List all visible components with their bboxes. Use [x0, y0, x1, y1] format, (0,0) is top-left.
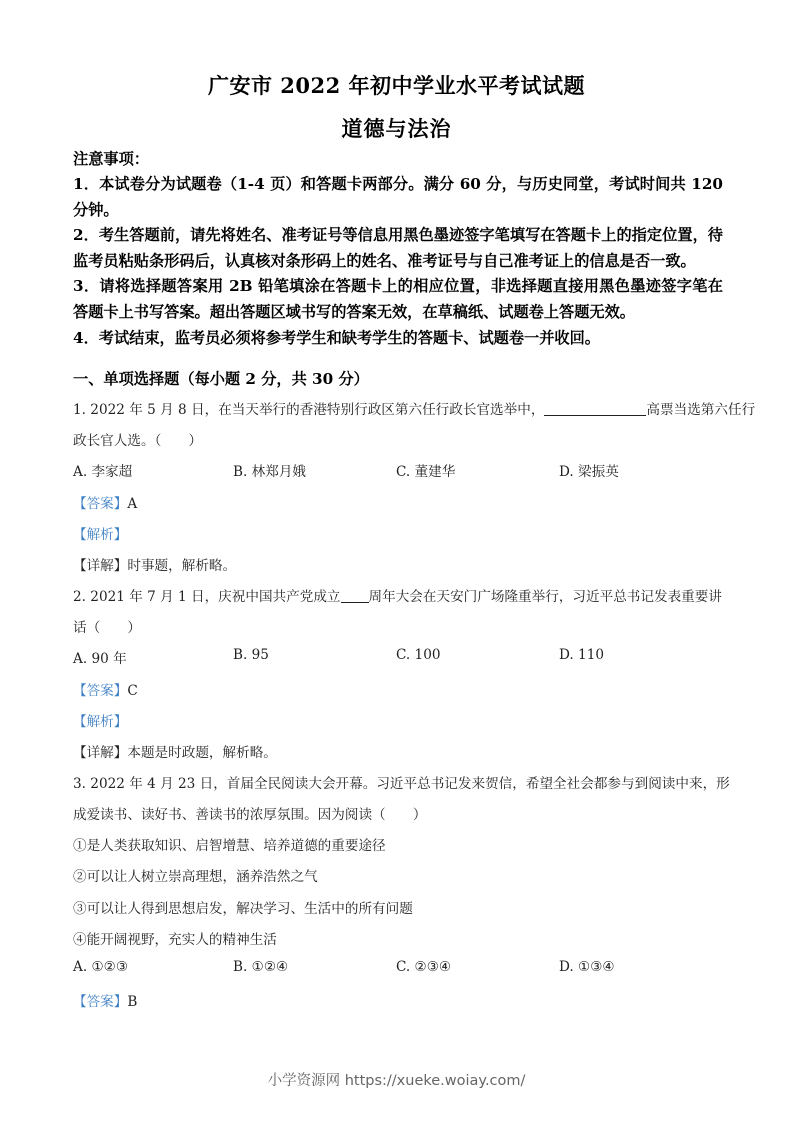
exam-title: 广安市 2022 年初中学业水平考试试题	[207, 73, 586, 98]
answer-label: 【答案】	[73, 496, 128, 512]
section-heading: 一、单项选择题（每小题 2 分，共 30 分）	[73, 370, 369, 388]
answer-value: B	[127, 994, 138, 1010]
detail-line: 【详解】时事题，解析略。	[73, 558, 237, 574]
answer-line	[73, 990, 137, 1010]
option-b: B. ①②④	[233, 959, 289, 975]
notice-item: 2．考生答题前，请先将姓名、准考证号等信息用黑色墨迹签字笔填写在答题卡上的指定位置，待监考员粘贴条形码后，认真核对条形码上的姓名、准考证号与自己准考证上的信息是否一致。	[73, 226, 723, 270]
option-b: B. 林郑月娥	[233, 464, 307, 480]
statement-3: ③可以让人得到思想启发，解决学习、生活中的所有问题	[73, 901, 413, 917]
option-d: D. 110	[559, 647, 605, 663]
question-stem-cont: 政长官人选。（ ）	[73, 433, 203, 449]
answer-blank	[544, 401, 646, 416]
option-c: C. ②③④	[396, 959, 452, 975]
notice-item: 4．考试结束，监考员必须将参考学生和缺考学生的答题卡、试题卷一并收回。	[73, 328, 600, 347]
options-row	[73, 959, 725, 979]
detail-line: 【详解】本题是时政题，解析略。	[73, 745, 277, 761]
question-stem: 3. 2022 年 4 月 23 日，首届全民阅读大会开幕。习近平总书记发来贺信，希望全社会都参与到阅读中来，形	[73, 776, 730, 792]
answer-line	[73, 679, 138, 699]
question-stem: 1. 2022 年 5 月 8 日，在当天举行的香港特别行政区第六任行政长官选举中， 高票当选第六任行	[73, 402, 756, 418]
statement-4: ④能开阔视野，充实人的精神生活	[73, 932, 277, 948]
option-c: C. 董建华	[396, 464, 456, 480]
option-a: A. ①②③	[73, 959, 129, 975]
answer-value: A	[127, 496, 138, 512]
option-a: A. 90 年	[73, 651, 127, 667]
option-a: A. 李家超	[73, 464, 133, 480]
option-c: C. 100	[396, 647, 441, 663]
answer-label: 【答案】	[73, 683, 128, 699]
options-row	[73, 460, 725, 480]
answer-blank	[341, 588, 369, 603]
option-d: D. 梁振英	[559, 464, 619, 480]
footer-watermark: 小学资源网 https://xueke.woiay.com/	[267, 1073, 526, 1089]
question-stem: 2. 2021 年 7 月 1 日，庆祝中国共产党成立 周年大会在天安门广场隆重举行，习近平总书记发表重要讲	[73, 589, 722, 605]
question-stem-cont: 话（ ）	[73, 620, 141, 636]
option-b: B. 95	[233, 647, 269, 663]
notice-list	[73, 172, 723, 351]
option-d: D. ①③④	[559, 959, 615, 975]
notice-item: 3．请将选择题答案用 2B 铅笔填涂在答题卡上的相应位置，非选择题直接用黑色墨迹签字笔在答题卡上书写答案。超出答题区域书写的答案无效，在草稿纸、试题卷上答题无效。	[73, 277, 723, 321]
analysis-label: 【解析】	[73, 714, 128, 730]
question-stem-cont: 成爱读书、读好书、善读书的浓厚氛围。因为阅读（ ）	[73, 807, 427, 823]
exam-subject: 道德与法治	[341, 116, 452, 141]
analysis-label: 【解析】	[73, 527, 128, 543]
statement-1: ①是人类获取知识、启智增慧、培养道德的重要途径	[73, 838, 386, 854]
notice-heading: 注意事项：	[73, 150, 149, 168]
answer-label: 【答案】	[73, 994, 128, 1010]
notice-item: 1．本试卷分为试题卷（1-4 页）和答题卡两部分。满分 60 分，与历史同堂，考试时间共 120 分钟。	[73, 175, 723, 219]
statement-2: ②可以让人树立崇高理想，涵养浩然之气	[73, 869, 318, 885]
answer-line	[73, 492, 137, 512]
answer-value: C	[127, 683, 138, 699]
options-row	[73, 647, 725, 667]
